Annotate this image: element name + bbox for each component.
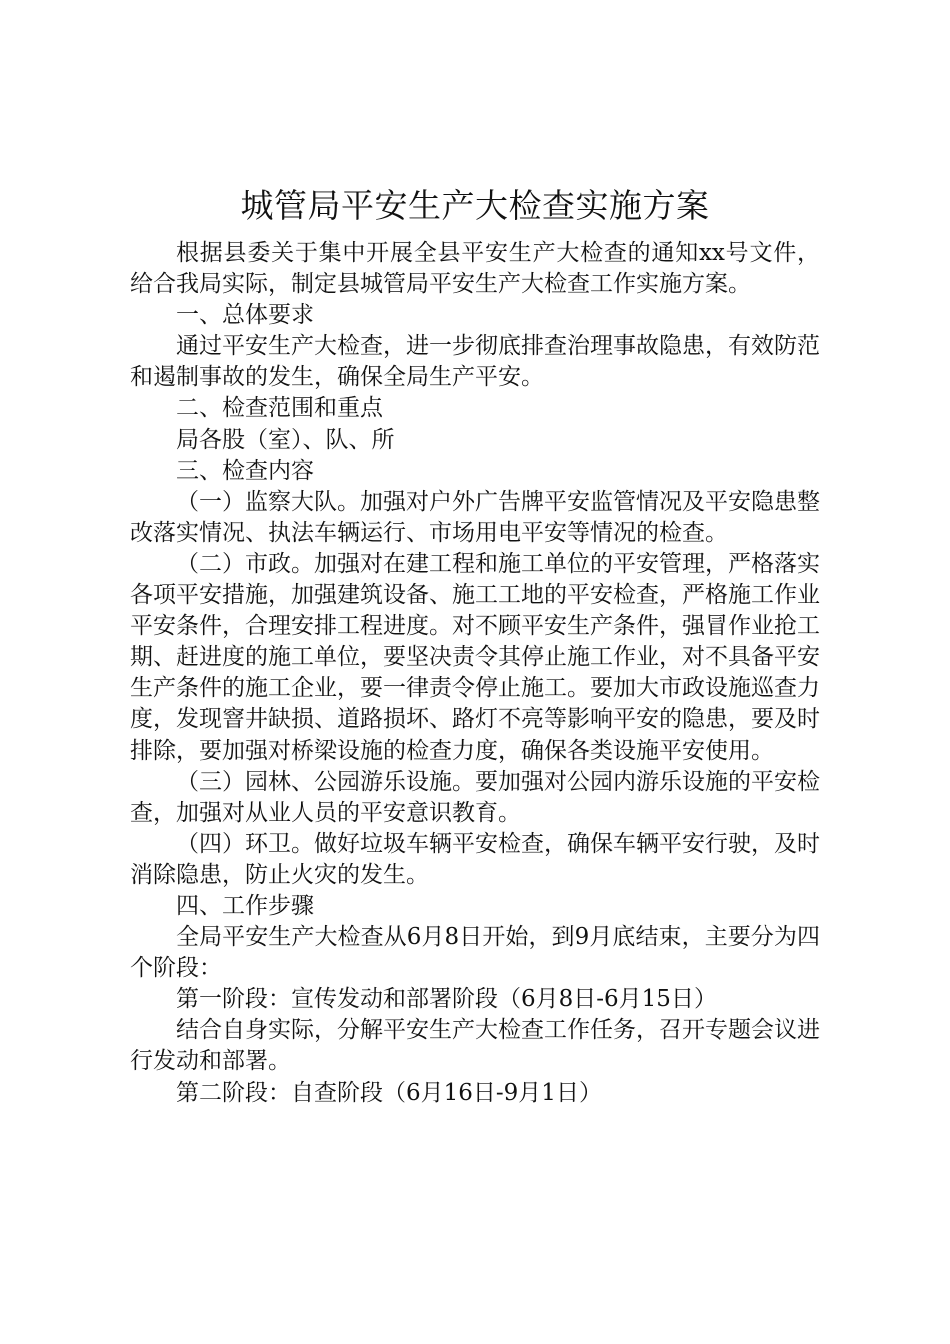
section-heading-4: 四、工作步骤 bbox=[176, 892, 314, 919]
section-heading-1: 一、总体要求 bbox=[176, 302, 314, 329]
paragraph: （四）环卫。做好垃圾车辆平安检查，确保车辆平安行驶，及时消除隐患，防止火灾的发生。 bbox=[130, 830, 820, 888]
section-heading-3: 三、检查内容 bbox=[176, 457, 314, 484]
paragraph: （一）监察大队。加强对户外广告牌平安监管情况及平安隐患整改落实情况、执法车辆运行、市场用电平安等情况的检查。 bbox=[130, 488, 820, 546]
paragraph-intro: 根据县委关于集中开展全县平安生产大检查的通知xx号文件，给合我局实际，制定县城管局平安生产大检查工作实施方案。 bbox=[130, 240, 820, 298]
paragraph: 结合自身实际，分解平安生产大检查工作任务，召开专题会议进行发动和部署。 bbox=[130, 1017, 820, 1075]
document-body bbox=[130, 238, 820, 1109]
paragraph: 全局平安生产大检查从6月8日开始，到9月底结束，主要分为四个阶段： bbox=[130, 924, 820, 982]
section-heading-2: 二、检查范围和重点 bbox=[176, 395, 383, 422]
paragraph-stage-1: 第一阶段：宣传发动和部署阶段（6月8日-6月15日） bbox=[176, 986, 717, 1013]
paragraph: 局各股（室）、队、所 bbox=[176, 426, 395, 453]
paragraph: 通过平安生产大检查，进一步彻底排查治理事故隐患，有效防范和遏制事故的发生，确保全局生产平安。 bbox=[130, 333, 820, 391]
paragraph-stage-2: 第二阶段：自查阶段（6月16日-9月1日） bbox=[176, 1079, 602, 1106]
paragraph: （三）园林、公园游乐设施。要加强对公园内游乐设施的平安检查，加强对从业人员的平安意识教育。 bbox=[130, 768, 820, 826]
paragraph: （二）市政。加强对在建工程和施工单位的平安管理，严格落实各项平安措施，加强建筑设备、施工工地的平安检查，严格施工作业平安条件，合理安排工程进度。对不顾平安生产条件，强冒作业抢工期、赶进度的施工单位，要坚决责令其停止施工作业，对不具备平安生产条件的施工企业，要一律责令停止施工。要加大市政设施巡查力度，发现窨井缺损、道路损坏、路灯不亮等影响平安的隐患，要及时排除，要加强对桥梁设施的检查力度，确保各类设施平安使用。 bbox=[130, 550, 820, 764]
document-title: 城管局平安生产大检查实施方案 bbox=[240, 186, 710, 225]
